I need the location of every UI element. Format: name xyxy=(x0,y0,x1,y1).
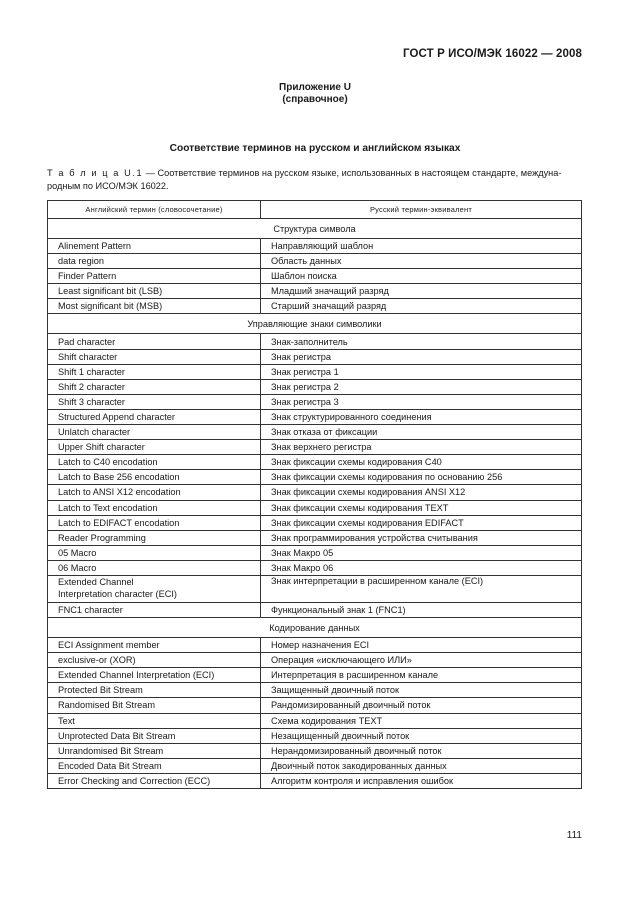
russian-term-cell: Интерпретация в расширенном канале xyxy=(261,668,582,683)
english-term-cell xyxy=(48,668,261,683)
english-term-cell xyxy=(48,455,261,470)
russian-term-cell: Знак регистра xyxy=(261,349,582,364)
russian-term-cell: Знак регистра 1 xyxy=(261,364,582,379)
english-term: Shift 3 character xyxy=(58,396,125,407)
english-term-cell xyxy=(48,284,261,299)
table-row xyxy=(48,455,582,470)
table-caption xyxy=(47,167,587,192)
english-term: Shift character xyxy=(58,351,118,362)
english-term-cell xyxy=(48,239,261,254)
english-term: Reader Programming xyxy=(58,532,146,543)
russian-term-cell: Защищенный двоичный поток xyxy=(261,683,582,698)
table-row xyxy=(48,638,582,653)
english-term: data region xyxy=(58,256,104,267)
page-number: 111 xyxy=(566,830,582,841)
english-term: exclusive-or (XOR) xyxy=(58,655,136,666)
english-term-cell xyxy=(48,530,261,545)
table-row xyxy=(48,545,582,560)
english-term: Unrandomised Bit Stream xyxy=(58,745,164,756)
english-term: Extended Channel xyxy=(58,577,134,588)
section-title: Соответствие терминов на русском и английском языках xyxy=(169,143,461,154)
english-term-cell xyxy=(48,364,261,379)
english-term-cell xyxy=(48,698,261,713)
english-term: Encoded Data Bit Stream xyxy=(58,760,162,771)
russian-term-cell: Область данных xyxy=(261,254,582,269)
english-term-cell xyxy=(48,773,261,788)
russian-term-cell: Функциональный знак 1 (FNC1) xyxy=(261,602,582,617)
table-row xyxy=(48,284,582,299)
table-row xyxy=(48,773,582,788)
english-term: Most significant bit (MSB) xyxy=(58,301,163,312)
english-term-cell xyxy=(48,728,261,743)
english-term-cell xyxy=(48,379,261,394)
table-label: Т а б л и ц а U.1 xyxy=(47,168,144,178)
russian-term-cell: Знак структурированного соединения xyxy=(261,409,582,424)
russian-term-cell: Знак программирования устройства считывания xyxy=(261,530,582,545)
table-row xyxy=(48,728,582,743)
russian-term-cell: Нерандомизированный двоичный поток xyxy=(261,743,582,758)
russian-term-cell: Схема кодирования TEXT xyxy=(261,713,582,728)
table-row xyxy=(48,269,582,284)
russian-term-cell: Двоичный поток закодированных данных xyxy=(261,758,582,773)
english-term: Latch to C40 encodation xyxy=(58,457,158,468)
english-term-cell xyxy=(48,638,261,653)
table-caption-text: — Соответствие терминов на русском языке, использованных в настоящем стандарте, междуна-родным по ИСО/МЭК 16022. xyxy=(47,168,562,191)
table-row xyxy=(48,254,582,269)
table-row xyxy=(48,698,582,713)
english-term: Latch to EDIFACT encodation xyxy=(58,517,180,528)
english-term-cell xyxy=(48,349,261,364)
english-term-cell xyxy=(48,545,261,560)
russian-term-cell: Знак верхнего регистра xyxy=(261,440,582,455)
english-term: Extended Channel Interpretation (ECI) xyxy=(58,670,215,681)
table-row xyxy=(48,425,582,440)
table-row xyxy=(48,683,582,698)
table-row xyxy=(48,713,582,728)
english-term-cell xyxy=(48,425,261,440)
table-row xyxy=(48,299,582,314)
table-row xyxy=(48,653,582,668)
english-term-cell xyxy=(48,394,261,409)
table-row xyxy=(48,440,582,455)
english-term: Shift 2 character xyxy=(58,381,125,392)
english-term: Upper Shift character xyxy=(58,442,145,453)
table-row xyxy=(48,668,582,683)
english-term: Unprotected Data Bit Stream xyxy=(58,730,176,741)
russian-term-cell: Незащищенный двоичный поток xyxy=(261,728,582,743)
english-term: Unlatch character xyxy=(58,427,131,438)
table-row xyxy=(48,239,582,254)
english-term-cell xyxy=(48,560,261,575)
russian-term-cell: Знак регистра 3 xyxy=(261,394,582,409)
table-row xyxy=(48,364,582,379)
section-title-cell: Структура символа xyxy=(48,219,582,239)
english-term-line2: Interpretation character (ECI) xyxy=(58,588,177,599)
table-row xyxy=(48,379,582,394)
english-term: Latch to Text encodation xyxy=(58,502,158,513)
english-term-cell xyxy=(48,500,261,515)
russian-term-cell: Алгоритм контроля и исправления ошибок xyxy=(261,773,582,788)
table-row xyxy=(48,575,582,602)
russian-term-cell: Знак Макро 06 xyxy=(261,560,582,575)
table-header-row xyxy=(48,201,582,219)
english-term: 05 Macro xyxy=(58,547,97,558)
english-term: Shift 1 character xyxy=(58,366,125,377)
english-term-cell xyxy=(48,440,261,455)
english-term: Latch to ANSI X12 encodation xyxy=(58,487,181,498)
russian-term-cell: Знак интерпретации в расширенном канале (ECI) xyxy=(261,575,582,602)
english-term: Structured Append character xyxy=(58,411,175,422)
english-term: Pad character xyxy=(58,336,116,347)
table-row xyxy=(48,500,582,515)
english-term-cell xyxy=(48,683,261,698)
terms-table xyxy=(47,200,582,789)
table-row xyxy=(48,409,582,424)
english-term: Finder Pattern xyxy=(58,271,117,282)
english-term-cell xyxy=(48,254,261,269)
table-row xyxy=(48,602,582,617)
english-term: Latch to Base 256 encodation xyxy=(58,472,180,483)
russian-term-cell: Направляющий шаблон xyxy=(261,239,582,254)
english-term-cell xyxy=(48,299,261,314)
russian-term-cell: Знак фиксации схемы кодирования ANSI X12 xyxy=(261,485,582,500)
section-row xyxy=(48,618,582,638)
russian-term-cell: Знак Макро 05 xyxy=(261,545,582,560)
russian-term-cell: Знак фиксации схемы кодирования по основанию 256 xyxy=(261,470,582,485)
english-term-cell xyxy=(48,485,261,500)
english-term-cell xyxy=(48,470,261,485)
table-row xyxy=(48,758,582,773)
english-term: 06 Macro xyxy=(58,562,97,573)
english-term-cell xyxy=(48,602,261,617)
russian-term-cell: Номер назначения ECI xyxy=(261,638,582,653)
terms-table-body xyxy=(48,219,582,789)
russian-term-cell: Младший значащий разряд xyxy=(261,284,582,299)
english-term-cell xyxy=(48,269,261,284)
russian-term-cell: Рандомизированный двоичный поток xyxy=(261,698,582,713)
table-row xyxy=(48,515,582,530)
annex-heading xyxy=(0,82,630,106)
table-row xyxy=(48,334,582,349)
english-term-cell xyxy=(48,713,261,728)
russian-term-cell: Знак-заполнитель xyxy=(261,334,582,349)
english-term: Least significant bit (LSB) xyxy=(58,286,163,297)
english-term-cell xyxy=(48,515,261,530)
section-row xyxy=(48,219,582,239)
russian-term-cell: Знак фиксации схемы кодирования EDIFACT xyxy=(261,515,582,530)
russian-term-cell: Знак фиксации схемы кодирования C40 xyxy=(261,455,582,470)
english-term: Text xyxy=(58,715,75,726)
table-row xyxy=(48,560,582,575)
english-term: Protected Bit Stream xyxy=(58,685,143,696)
table-row xyxy=(48,349,582,364)
russian-term-cell: Знак отказа от фиксации xyxy=(261,425,582,440)
english-term: Alinement Pattern xyxy=(58,241,132,252)
section-title-cell: Кодирование данных xyxy=(48,618,582,638)
english-term-cell xyxy=(48,653,261,668)
russian-term-cell: Знак регистра 2 xyxy=(261,379,582,394)
table-row xyxy=(48,394,582,409)
section-title-cell: Управляющие знаки символики xyxy=(48,314,582,334)
russian-term-cell: Старший значащий разряд xyxy=(261,299,582,314)
english-term: Randomised Bit Stream xyxy=(58,700,156,711)
russian-term-cell: Знак фиксации схемы кодирования TEXT xyxy=(261,500,582,515)
english-term: FNC1 character xyxy=(58,605,123,616)
annex-note: (справочное) xyxy=(282,94,348,105)
table-row xyxy=(48,530,582,545)
standard-designation: ГОСТ Р ИСО/МЭК 16022 — 2008 xyxy=(403,48,582,60)
table-row xyxy=(48,743,582,758)
english-term: ECI Assignment member xyxy=(58,640,160,651)
english-term-cell xyxy=(48,409,261,424)
column-header-english: Английский термин (словосочетание) xyxy=(48,201,261,219)
russian-term-cell: Операция «исключающего ИЛИ» xyxy=(261,653,582,668)
annex-title: Приложение U xyxy=(279,82,351,93)
russian-term-cell: Шаблон поиска xyxy=(261,269,582,284)
section-row xyxy=(48,314,582,334)
english-term-cell xyxy=(48,334,261,349)
english-term-cell xyxy=(48,743,261,758)
table-row xyxy=(48,470,582,485)
column-header-russian: Русский термин-эквивалент xyxy=(261,201,582,219)
english-term: Error Checking and Correction (ECC) xyxy=(58,775,211,786)
table-row xyxy=(48,485,582,500)
english-term-cell xyxy=(48,575,261,602)
english-term-cell xyxy=(48,758,261,773)
